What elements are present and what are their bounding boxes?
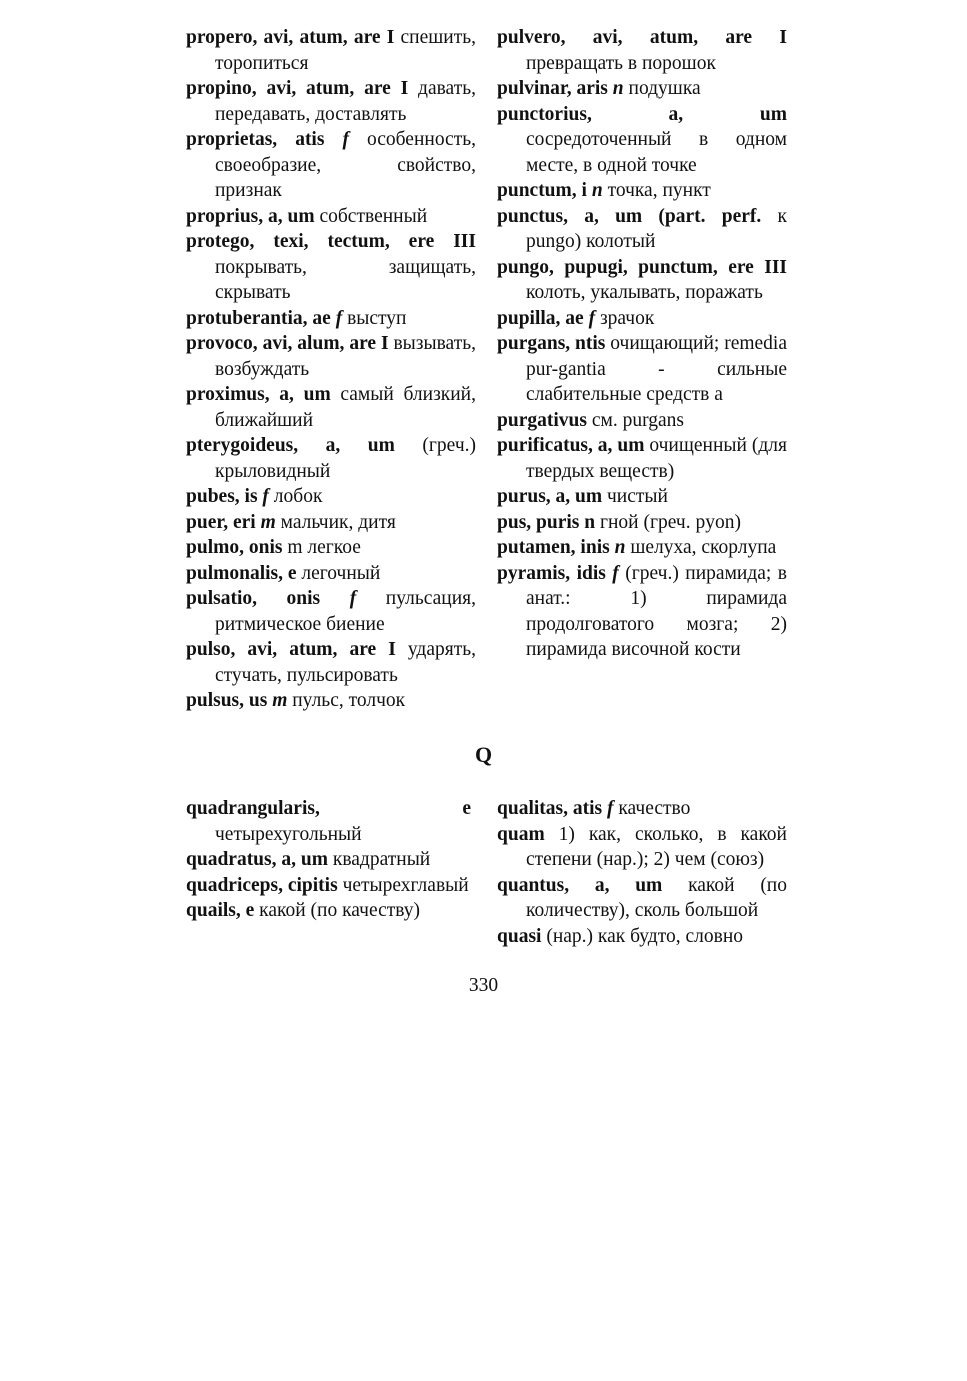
page-number: 330	[468, 975, 499, 996]
headword: pterygoideus, a, um	[186, 435, 395, 456]
translation: давать, передавать, доставлять	[215, 78, 476, 125]
entries-column-right-p	[497, 25, 787, 663]
dictionary-entry	[497, 822, 787, 873]
entries-column-left-p	[186, 25, 476, 714]
translation: лобок	[268, 486, 323, 507]
dictionary-entry	[497, 924, 787, 950]
headword: pubes, is	[186, 486, 258, 507]
headword: quam	[497, 823, 545, 845]
translation: какой (по количеству), сколь большой	[526, 874, 787, 921]
dictionary-entry	[186, 898, 471, 924]
translation: ударять, стучать, пульсировать	[215, 639, 477, 686]
dictionary-entry	[186, 847, 471, 873]
headword: purificatus, a, um	[497, 435, 645, 456]
gender: f	[320, 588, 357, 609]
headword: quadratus, a, um	[186, 849, 328, 870]
headword: pungo, pupugi, punctum, ere III	[497, 256, 787, 278]
translation: к pungo) колотый	[526, 205, 787, 252]
gender: n	[607, 78, 624, 99]
dictionary-entry	[497, 204, 787, 255]
translation: самый близкий, ближайший	[215, 384, 476, 431]
gender: m	[267, 690, 288, 711]
translation: чистый	[602, 486, 668, 507]
dictionary-entry	[497, 408, 787, 434]
headword: quails, e	[186, 900, 255, 921]
translation: покрывать, защищать, скрывать	[215, 256, 476, 303]
dictionary-entry	[497, 102, 787, 179]
dictionary-entry	[497, 76, 787, 102]
headword: quadriceps, cipitis	[186, 874, 338, 896]
translation: вызывать, возбуждать	[215, 333, 476, 380]
translation: собственный	[314, 205, 428, 227]
dictionary-entry	[186, 586, 476, 637]
headword: quasi	[497, 925, 542, 947]
dictionary-entry	[497, 178, 787, 204]
translation: (греч.) крыловидный	[215, 435, 476, 482]
translation: точка, пункт	[602, 180, 711, 201]
translation: выступ	[342, 307, 407, 329]
translation: m легкое	[282, 537, 361, 558]
headword: purgativus	[497, 409, 587, 431]
gender: f	[257, 486, 269, 507]
dictionary-entry	[186, 637, 476, 688]
translation: колоть, укалывать, поражать	[526, 282, 763, 303]
dictionary-entry	[497, 306, 787, 332]
gender: f	[605, 562, 619, 584]
translation: (греч.) пирамида; в анат.: 1) пирамида продолговатого мозга; 2) пирамида височной кости	[526, 562, 788, 660]
dictionary-entry	[497, 510, 787, 536]
dictionary-entry	[186, 484, 476, 510]
dictionary-entry	[497, 484, 787, 510]
headword: putamen, inis	[497, 537, 610, 558]
gender: m	[255, 511, 276, 533]
headword: propino, avi, atum, are I	[186, 78, 409, 99]
dictionary-entry	[186, 127, 476, 204]
headword: purus, a, um	[497, 486, 603, 507]
dictionary-entry	[497, 433, 787, 484]
headword: pulso, avi, atum, are I	[186, 639, 396, 660]
translation: шелуха, скорлупа	[625, 537, 777, 558]
dictionary-entry	[186, 561, 476, 587]
headword: pulvinar, aris	[497, 78, 608, 99]
translation: гной (греч. pyon)	[595, 511, 741, 533]
headword: proprius, a, um	[186, 205, 315, 227]
translation: пульс, толчок	[287, 690, 406, 711]
headword: qualitas, atis	[497, 798, 603, 819]
translation: 1) как, сколько, в какой степени (нар.); 2) чем (союз)	[526, 823, 787, 870]
dictionary-entry	[186, 510, 476, 536]
translation: квадратный	[327, 849, 431, 870]
headword: provoco, avi, alum, are I	[186, 333, 389, 354]
headword: pulmo, onis	[186, 537, 283, 558]
headword: proximus, a, um	[186, 384, 331, 405]
dictionary-entry	[186, 204, 476, 230]
headword: pulvero, avi, atum, are I	[497, 27, 787, 48]
translation: четырехглавый	[337, 874, 469, 896]
headword: pulsatio, onis	[186, 588, 321, 609]
entries-column-left-q	[186, 796, 471, 924]
translation: зрачок	[595, 307, 655, 329]
headword: proprietas, atis	[186, 129, 325, 150]
translation: особенность, своеобразие, свойство, признак	[215, 129, 476, 201]
translation: см. purgans	[586, 409, 684, 431]
dictionary-entry	[186, 796, 471, 847]
dictionary-entry	[497, 873, 787, 924]
gender: n	[586, 180, 603, 201]
gender: n	[609, 537, 626, 558]
headword: pupilla, ae	[497, 307, 584, 329]
translation: пульсация, ритмическое биение	[215, 588, 476, 635]
dictionary-entry	[497, 796, 787, 822]
translation: четырехугольный	[215, 823, 362, 845]
translation: подушка	[623, 78, 701, 99]
headword: pulsus, us	[186, 690, 268, 711]
translation: (нар.) как будто, словно	[541, 925, 744, 947]
headword: quantus, a, um	[497, 874, 663, 896]
headword: punctum, i	[497, 180, 587, 201]
gender: f	[583, 307, 596, 329]
headword: puer, eri	[186, 511, 256, 533]
translation: спешить, торопиться	[215, 27, 476, 74]
headword: protuberantia, ae	[186, 307, 331, 329]
dictionary-entry	[186, 331, 476, 382]
translation: очищенный (для твердых веществ)	[526, 435, 787, 482]
dictionary-entry	[186, 688, 476, 714]
dictionary-entry	[497, 255, 787, 306]
translation: сосредоточенный в одном месте, в одной точке	[526, 129, 787, 176]
dictionary-entry	[186, 76, 476, 127]
dictionary-entry	[497, 331, 787, 408]
translation: качество	[613, 798, 691, 819]
translation: очищающий; remedia pur-gantia - сильные слабительные средств а	[526, 333, 787, 405]
dictionary-entry	[186, 535, 476, 561]
translation: легочный	[296, 562, 381, 584]
translation: превращать в порошок	[526, 52, 716, 74]
translation: какой (по качеству)	[254, 900, 421, 921]
gender: f	[330, 307, 343, 329]
dictionary-entry	[497, 561, 787, 663]
gender: f	[324, 129, 349, 150]
headword: protego, texi, tectum, ere III	[186, 231, 476, 252]
section-letter-heading: Q	[474, 742, 493, 767]
dictionary-entry	[497, 535, 787, 561]
headword: quadrangularis, e	[186, 798, 471, 819]
headword: purgans, ntis	[497, 333, 606, 354]
headword: pyramis, idis	[497, 562, 606, 584]
translation: мальчик, дитя	[275, 511, 396, 533]
dictionary-entry	[186, 873, 471, 899]
entries-column-right-q	[497, 796, 787, 949]
dictionary-entry	[497, 25, 787, 76]
dictionary-entry	[186, 433, 476, 484]
headword: punctorius, a, um	[497, 103, 787, 125]
headword: pus, puris n	[497, 511, 596, 533]
dictionary-entry	[186, 306, 476, 332]
dictionary-entry	[186, 382, 476, 433]
headword: punctus, a, um (part. perf.	[497, 205, 762, 227]
gender: f	[602, 798, 614, 819]
dictionary-entry	[186, 25, 476, 76]
headword: propero, avi, atum, are I	[186, 27, 395, 48]
dictionary-entry	[186, 229, 476, 306]
headword: pulmonalis, e	[186, 562, 297, 584]
